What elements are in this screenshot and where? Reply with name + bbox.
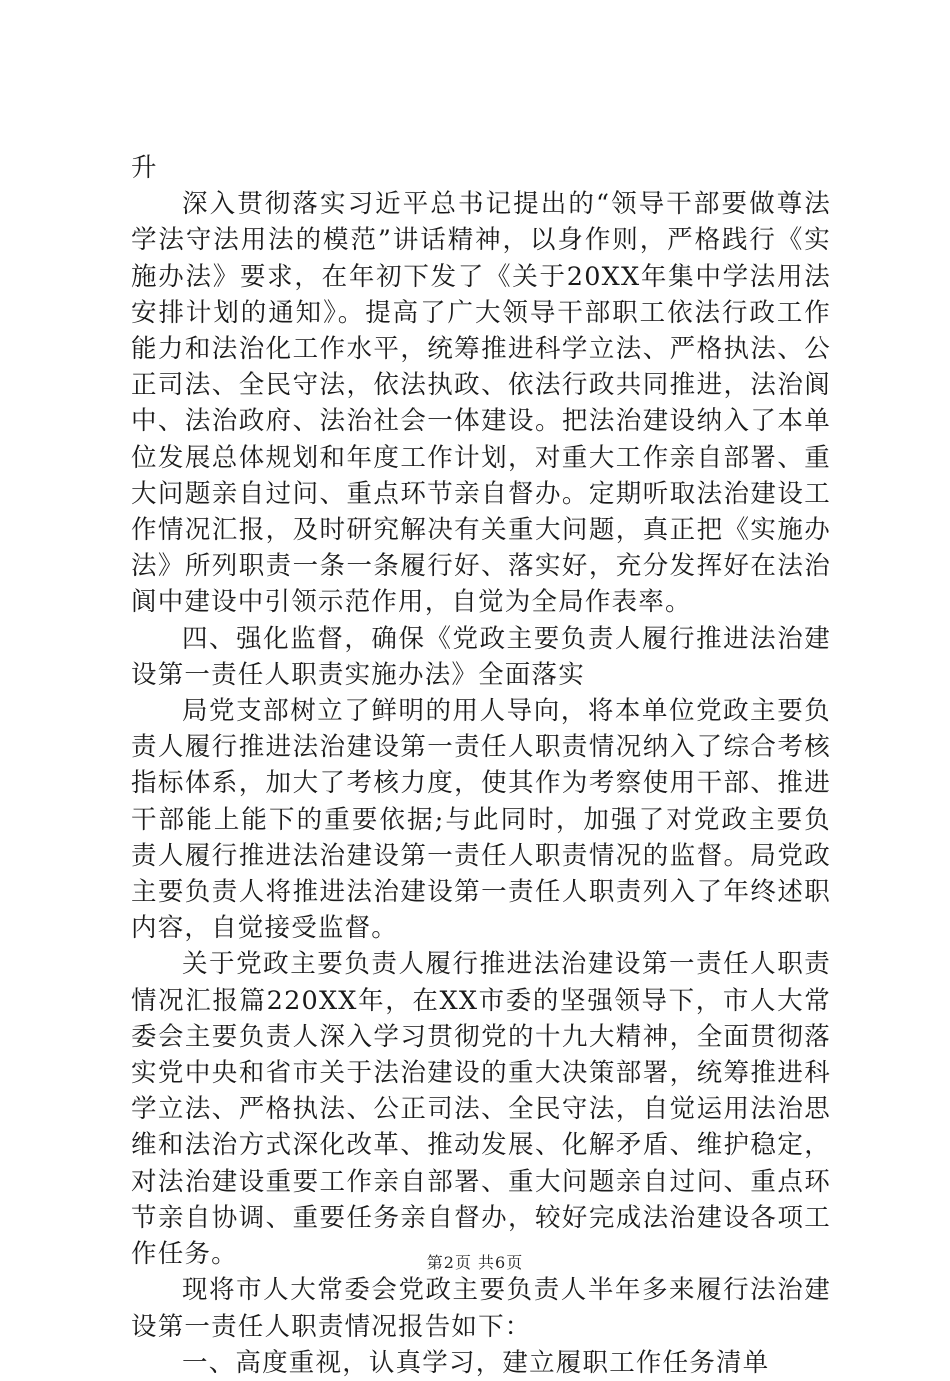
paragraph-study-implementation: 深入贯彻落实习近平总书记提出的“领导干部要做尊法学法守法用法的模范”讲话精神，以身作则，严格践行《实施办法》要求，在年初下发了《关于20XX年集中学法用法安排计划的通知》。提高了广大领导干部职工依法行政工作能力和法治化工作水平，统筹推进科学立法、严格执法、公正司法、全民守法，依法执政、依法行政共同推进，法治阆中、法治政府、法治社会一体建设。把法治建设纳入了本单位发展总体规划和年度工作计划，对重大工作亲自部署、重大问题亲自过问、重点环节亲自督办。定期听取法治建设工作情况汇报，及时研究解决有关重大问题，真正把《实施办法》所列职责一条一条履行好、落实好，充分发挥好在法治阆中建设中引领示范作用，自觉为全局作表率。 <box>131 189 831 618</box>
paragraph-supervision: 局党支部树立了鲜明的用人导向，将本单位党政主要负责人履行推进法治建设第一责任人职责情况纳入了综合考核指标体系，加大了考核力度，使其作为考察使用干部、推进干部能上能下的重要依据;与此同时，加强了对党政主要负责人履行推进法治建设第一责任人职责情况的监督。局党政主要负责人将推进法治建设第一责任人职责列入了年终述职内容，自觉接受监督。 <box>131 696 831 944</box>
section-heading-one: 一、高度重视，认真学习，建立履职工作任务清单 <box>182 1347 770 1378</box>
section-heading-four: 四、强化监督，确保《党政主要负责人履行推进法治建设第一责任人职责实施办法》全面落实 <box>131 623 831 690</box>
page-number-footer: 第2页 共6页 <box>426 1253 524 1272</box>
paragraph-continuation: 升 <box>131 153 158 183</box>
paragraph-report-lead: 现将市人大常委会党政主要负责人半年多来履行法治建设第一责任人职责情况报告如下： <box>131 1275 831 1342</box>
paragraph-report-intro: 关于党政主要负责人履行推进法治建设第一责任人职责情况汇报篇220XX年，在XX市委的坚强领导下，市人大常委会主要负责人深入学习贯彻党的十九大精神，全面贯彻落实党中央和省市关于法治建设的重大决策部署，统筹推进科学立法、严格执法、公正司法、全民守法，自觉运用法治思维和法治方式深化改革、推动发展、化解矛盾、维护稳定，对法治建设重要工作亲自部署、重大问题亲自过问、重点环节亲自协调、重要任务亲自督办，较好完成法治建设各项工作任务。 <box>131 949 831 1270</box>
document-body <box>131 150 831 1381</box>
